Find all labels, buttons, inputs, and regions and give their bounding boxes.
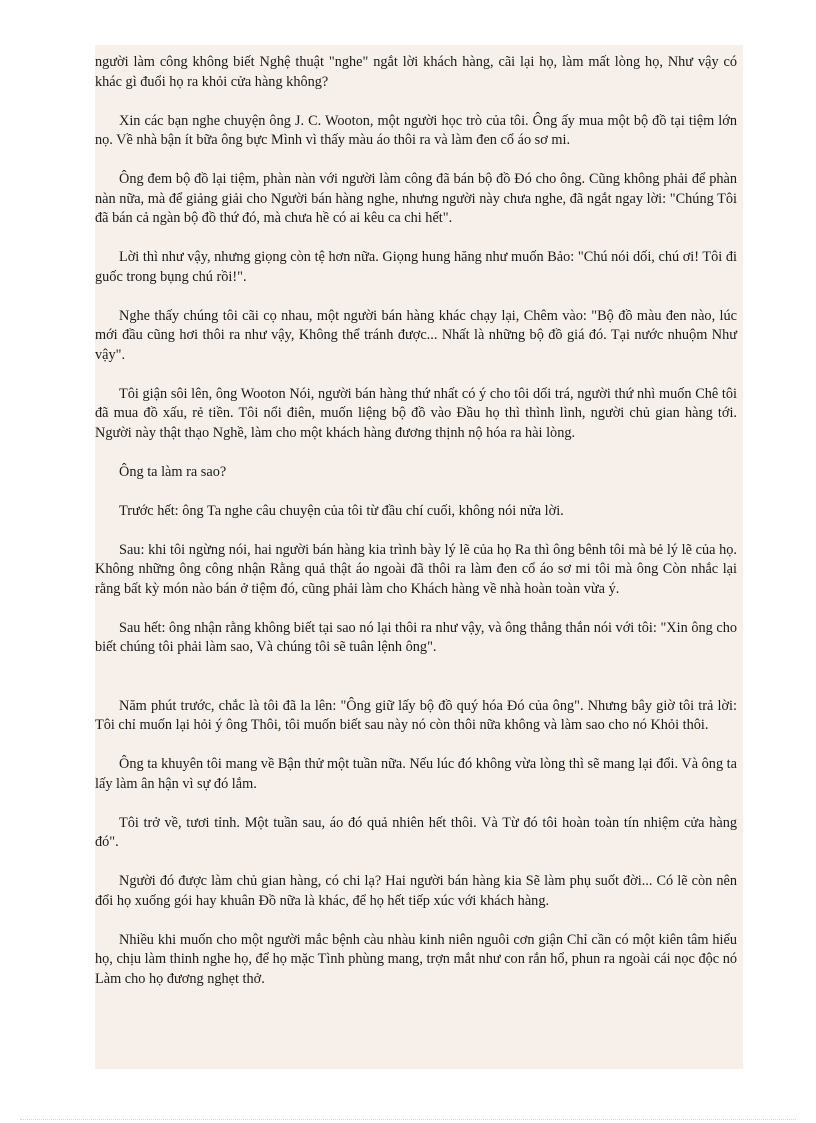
paragraph: Ông ta khuyên tôi mang về Bận thử một tuần nữa. Nếu lúc đó không vừa lòng thì sẽ mang lại đổi. Và ông ta lấy làm ân hận vì sự đó lắm. (95, 756, 737, 792)
paragraph: Tôi giận sôi lên, ông Wooton Nói, người bán hàng thứ nhất có ý cho tôi dối trá, người thứ nhì muốn Chê tôi đã mua đồ xấu, rẻ tiền. Tôi nổi điên, muốn liệng bộ đồ vào Đầu họ thì thình lình, người chủ gian hàng tới. Người này thật thạo Nghề, làm cho một khách hàng đương thịnh nộ hóa ra hài lòng. (95, 385, 737, 441)
document-page (95, 45, 743, 1069)
paragraph: Nghe thấy chúng tôi cãi cọ nhau, một người bán hàng khác chạy lại, Chêm vào: "Bộ đồ màu đen nào, lúc mới đầu cũng hơi thôi ra như vậy, Không thể tránh được... Nhất là những bộ đồ giá đó. Tại nước nhuộm Như vậy". (95, 307, 737, 363)
paragraph: Năm phút trước, chắc là tôi đã la lên: "Ông giữ lấy bộ đồ quý hóa Đó của ông". Nhưng bây giờ tôi trả lời: Tôi chỉ muốn lại hỏi ý ông Thôi, tôi muốn biết sau này nó còn thôi nữa không và làm sao cho nó Khỏi thôi. (95, 697, 737, 733)
paragraph: Tôi trở về, tươi tỉnh. Một tuần sau, áo đó quả nhiên hết thôi. Và Từ đó tôi hoàn toàn tín nhiệm cửa hàng đó". (95, 814, 737, 850)
paragraph-continuation: người làm công không biết Nghệ thuật "nghe" ngắt lời khách hàng, cãi lại họ, làm mất lòng họ, Như vậy có khác gì đuổi họ ra khỏi cửa hàng không? (95, 54, 737, 90)
paragraph: Sau: khi tôi ngừng nói, hai người bán hàng kia trình bày lý lẽ của họ Ra thì ông bênh tôi mà bẻ lý lẽ của họ. Không những ông công nhận Rằng quả thật áo ngoài đã thôi ra làm đen cổ áo sơ mi tôi mà ông Còn nhắc lại rằng bất kỳ món nào bán ở tiệm đó, cũng phải làm cho Khách hàng về nhà hoàn toàn vừa ý. (95, 541, 737, 597)
paragraph: Nhiều khi muốn cho một người mắc bệnh càu nhàu kinh niên nguôi cơn giận Chỉ cần có một kiên tâm hiểu họ, chịu làm thinh nghe họ, để họ mặc Tình phùng mang, trợn mắt như con rắn hổ, phun ra ngoài cái nọc độc nó Làm cho họ đương nghẹt thở. (95, 931, 737, 987)
paragraph: Ông đem bộ đồ lại tiệm, phàn nàn với người làm công đã bán bộ đồ Đó cho ông. Cũng không phải để phàn nàn nữa, mà để giảng giải cho Người bán hàng nghe, nhưng người này chưa nghe, đã ngắt ngay lời: "Chúng Tôi đã bán cả ngàn bộ đồ thứ đó, mà chưa hề có ai kêu ca chi hết". (95, 171, 737, 226)
paragraph: Ông ta làm ra sao? (119, 463, 227, 480)
paragraph: Lời thì như vậy, nhưng giọng còn tệ hơn nữa. Giọng hung hăng như muốn Bảo: "Chú nói dối, chú ơi! Tôi đi guốc trong bụng chú rồi!". (95, 249, 737, 285)
page-bottom-divider (20, 1119, 796, 1120)
paragraph: Sau hết: ông nhận rằng không biết tại sao nó lại thôi ra như vậy, và ông thẳng thắn nói với tôi: "Xin ông cho biết chúng tôi phải làm sao, Và chúng tôi sẽ tuân lệnh ông". (95, 619, 737, 655)
paragraph: Trước hết: ông Ta nghe câu chuyện của tôi từ đầu chí cuối, không nói nửa lời. (119, 502, 564, 519)
paragraph: Xin các bạn nghe chuyện ông J. C. Wooton, một người học trò của tôi. Ông ấy mua một bộ đồ tại tiệm lớn nọ. Về nhà bận ít bữa ông bực Mình vì thấy màu áo thôi ra và làm đen cổ áo sơ mi. (95, 112, 737, 148)
document-body (95, 53, 737, 1009)
paragraph: Người đó được làm chủ gian hàng, có chi lạ? Hai người bán hàng kia Sẽ làm phụ suốt đời... Có lẽ còn nên đổi họ xuống gói hay khuân Đồ nữa là khác, để họ hết tiếp xúc với khách hàng. (95, 873, 737, 909)
